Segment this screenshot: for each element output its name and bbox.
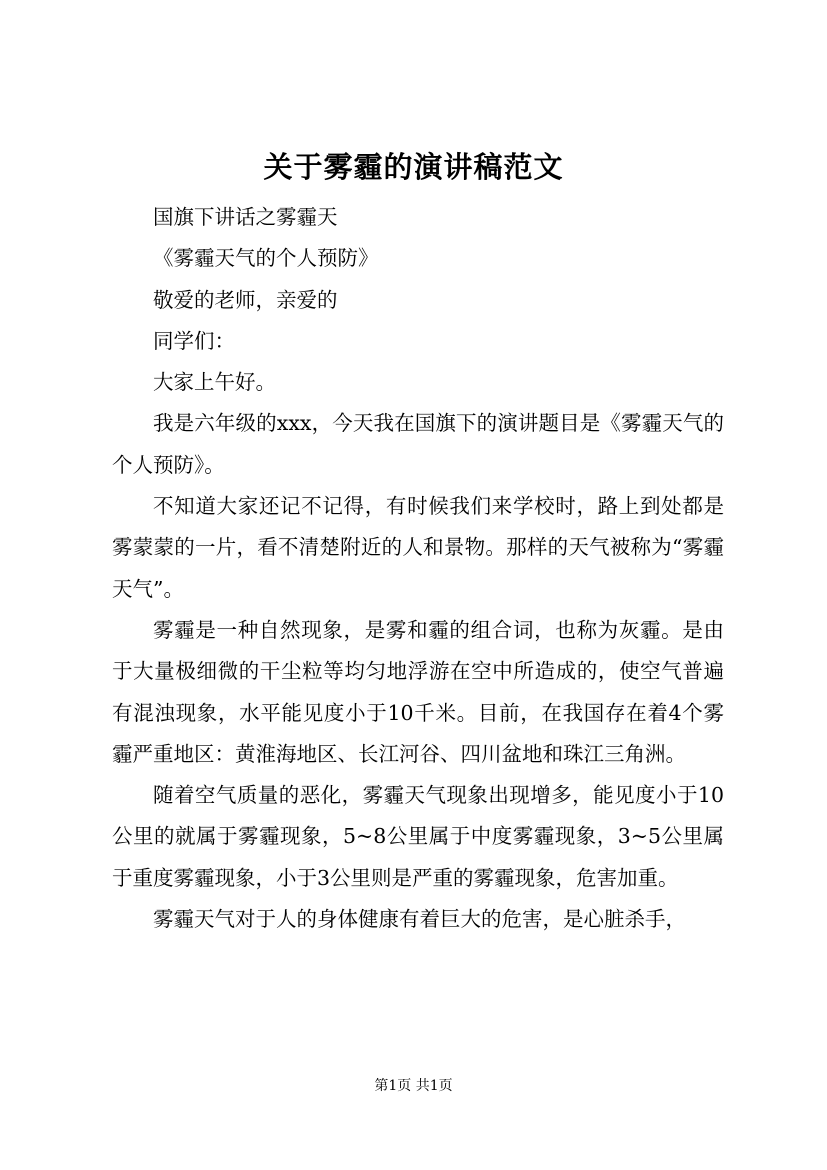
- paragraph: 敬爱的老师，亲爱的: [153, 287, 338, 312]
- paragraph: 雾霾是一种自然现象，是雾和霾的组合词，也称为灰霾。是由于大量极细微的干尘粒等均匀地浮游在空中所造成的，使空气普遍有混浊现象，水平能见度小于10千米。目前，在我国存在着4个雾霾严重地区：黄淮海地区、长江河谷、四川盆地和珠江三角洲。: [112, 617, 724, 766]
- page-footer: 第1页 共1页: [374, 1078, 453, 1094]
- paragraph: 大家上午好。: [153, 370, 276, 395]
- paragraph: 不知道大家还记不记得，有时候我们来学校时，路上到处都是雾蒙蒙的一片，看不清楚附近的人和景物。那样的天气被称为“雾霾天气”。: [112, 494, 724, 601]
- paragraph: 雾霾天气对于人的身体健康有着巨大的危害，是心脏杀手，: [153, 907, 686, 932]
- paragraph: 《雾霾天气的个人预防》: [153, 246, 379, 271]
- document-title: 关于雾霾的演讲稿范文: [263, 150, 564, 184]
- document-body: [112, 197, 724, 940]
- paragraph: 随着空气质量的恶化，雾霾天气现象出现增多，能见度小于10公里的就属于雾霾现象，5~8公里属于中度雾霾现象，3~5公里属于重度雾霾现象，小于3公里则是严重的雾霾现象，危害加重。: [112, 783, 724, 890]
- paragraph: 国旗下讲话之雾霾天: [153, 205, 338, 229]
- paragraph: 同学们：: [153, 328, 235, 353]
- paragraph: 我是六年级的xxx，今天我在国旗下的演讲题目是《雾霾天气的个人预防》。: [112, 411, 724, 477]
